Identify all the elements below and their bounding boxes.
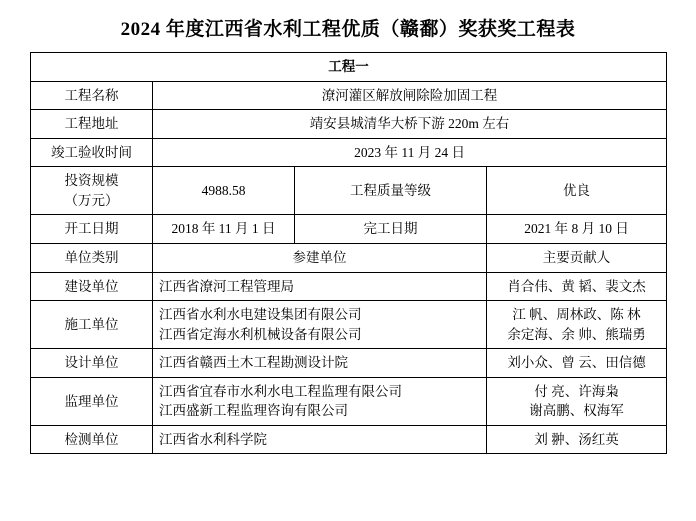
table-row	[31, 349, 667, 378]
contributors-value	[487, 349, 667, 378]
table-row-column-headers	[31, 243, 667, 272]
contributor-line: 谢高鹏、权海军	[529, 403, 624, 419]
contributor-line: 刘 翀、汤红英	[534, 431, 619, 447]
contributors-value	[487, 377, 667, 425]
unit-type-value: 检测单位	[31, 425, 153, 454]
participating-units-value	[153, 349, 487, 378]
award-project-table	[30, 52, 667, 454]
table-row-section-header	[31, 53, 667, 82]
start-date-label: 开工日期	[31, 215, 153, 244]
participating-units-label: 参建单位	[153, 243, 487, 272]
completion-acceptance-value: 2023 年 11 月 24 日	[153, 138, 667, 167]
contributor-line: 余定海、余 帅、熊瑞勇	[507, 326, 646, 342]
table-row-dates	[31, 215, 667, 244]
project-name-label: 工程名称	[31, 81, 153, 110]
unit-line: 江西盛新工程监理咨询有限公司	[159, 403, 348, 419]
table-row-investment	[31, 167, 667, 215]
unit-type-value: 设计单位	[31, 349, 153, 378]
unit-type-value: 监理单位	[31, 377, 153, 425]
table-row-project-address	[31, 110, 667, 139]
contributors-value	[487, 301, 667, 349]
unit-type-value: 施工单位	[31, 301, 153, 349]
unit-line: 江西省宜春市水利水电工程监理有限公司	[159, 383, 402, 399]
unit-line: 江西省水利水电建设集团有限公司	[159, 307, 362, 323]
unit-line: 江西省定海水利机械设备有限公司	[159, 326, 362, 342]
table-row	[31, 301, 667, 349]
investment-label-line2: （万元）	[64, 192, 119, 208]
project-name-value: 潦河灌区解放闸除险加固工程	[153, 81, 667, 110]
finish-date-value: 2021 年 8 月 10 日	[487, 215, 667, 244]
finish-date-label: 完工日期	[295, 215, 487, 244]
participating-units-value	[153, 272, 487, 301]
contributor-line: 肖合伟、黄 韬、裴文杰	[507, 278, 646, 294]
unit-line: 江西省潦河工程管理局	[159, 278, 294, 294]
unit-line: 江西省水利科学院	[159, 431, 267, 447]
quality-grade-label: 工程质量等级	[295, 167, 487, 215]
section-header-cell: 工程一	[31, 53, 667, 82]
quality-grade-value: 优良	[487, 167, 667, 215]
unit-type-value: 建设单位	[31, 272, 153, 301]
investment-value: 4988.58	[153, 167, 295, 215]
project-address-value: 靖安县城清华大桥下游 220m 左右	[153, 110, 667, 139]
participating-units-value	[153, 425, 487, 454]
contributors-value	[487, 425, 667, 454]
project-address-label: 工程地址	[31, 110, 153, 139]
investment-label	[31, 167, 153, 215]
participating-units-value	[153, 377, 487, 425]
unit-type-label: 单位类别	[31, 243, 153, 272]
contributor-line: 江 帆、周林政、陈 林	[512, 307, 641, 323]
contributor-line: 付 亮、许海枭	[534, 383, 619, 399]
start-date-value: 2018 年 11 月 1 日	[153, 215, 295, 244]
table-row	[31, 425, 667, 454]
table-row-project-name	[31, 81, 667, 110]
main-contributors-label: 主要贡献人	[487, 243, 667, 272]
table-row	[31, 272, 667, 301]
investment-label-line1: 投资规模	[64, 173, 119, 189]
page-title: 2024 年度江西省水利工程优质（赣鄱）奖获奖工程表	[120, 19, 576, 40]
unit-line: 江西省赣西土木工程勘测设计院	[159, 355, 348, 371]
contributors-value	[487, 272, 667, 301]
table-row	[31, 377, 667, 425]
contributor-line: 刘小众、曾 云、田信德	[507, 355, 646, 371]
table-row-completion-acceptance	[31, 138, 667, 167]
participating-units-value	[153, 301, 487, 349]
completion-acceptance-label: 竣工验收时间	[31, 138, 153, 167]
